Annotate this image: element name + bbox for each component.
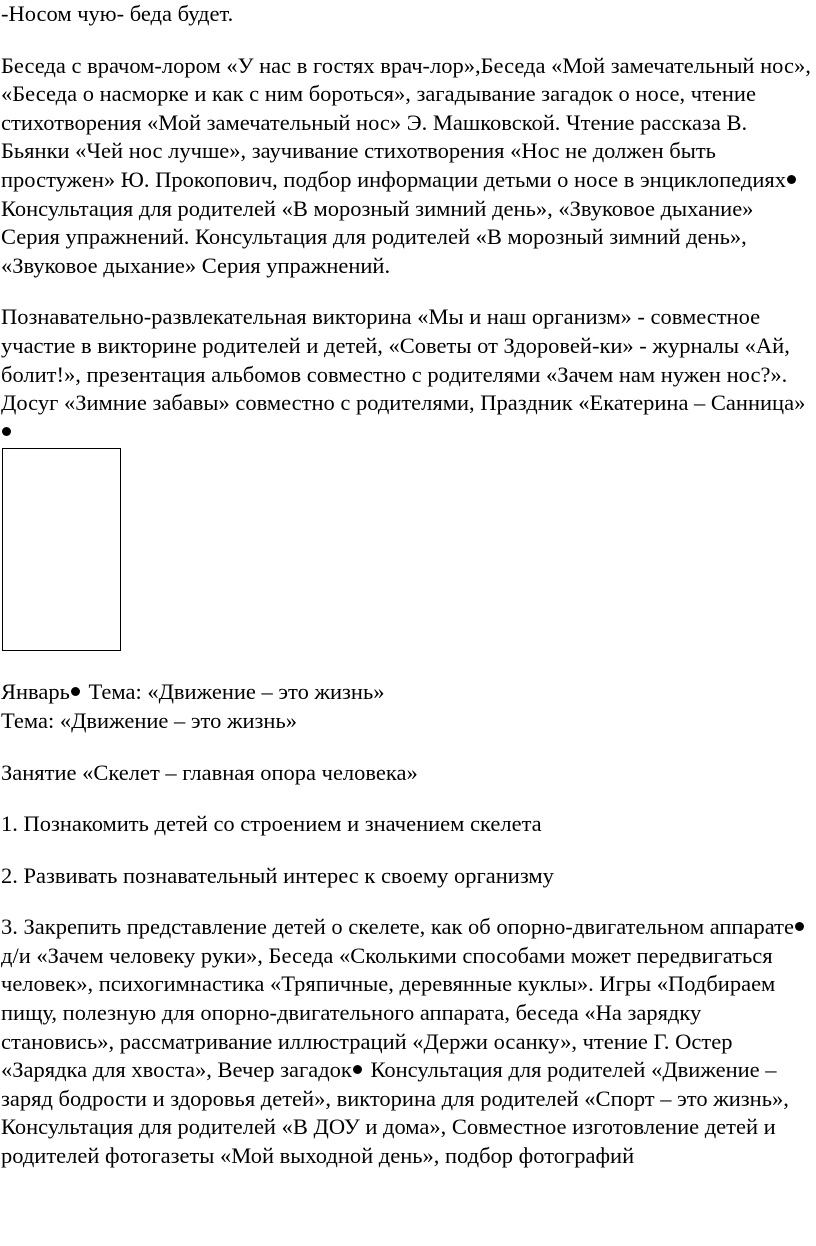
empty-image-frame: [2, 448, 121, 651]
paragraph-quiz-text: Познавательно-развлекательная викторина «Мы и наш организм» - совместное участие в викторине родителей и детей, «Советы от Здоровей-ки» - журналы «Ай, болит!», презентация альбомов совместно с родителями «Зачем нам нужен нос?». Досуг «Зимние забавы» совместно с родителями, Праздник «Екатерина – Санница»: [1, 304, 806, 416]
opening-line: -Носом чую- беда будет.: [1, 1, 234, 26]
goal-item-2: 2. Развивать познавательный интерес к своему организму: [1, 862, 554, 888]
goal-item-3-activities: д/и «Зачем человеку руки», Беседа «Сколькими способами может передвигаться человек», психогимнастика «Тряпичные, деревянные куклы». Игры «Подбираем пищу, полезную для опорно-двигательного аппарата, беседа «На зарядку становись», рассматривание иллюстраций «Держи осанку», чтение Г. Остер «Зарядка для хвоста», Вечер загадок: [1, 942, 776, 1083]
bullet-icon: [353, 1065, 362, 1074]
bullet-icon: [787, 175, 796, 184]
bullet-icon: [71, 687, 80, 696]
lesson-title: Занятие «Скелет – главная опора человека»: [1, 759, 418, 785]
goal-item-3-text: 3. Закрепить представление детей о скелете, как об опорно-двигательном аппарате: [1, 914, 794, 940]
bullet-icon: [2, 427, 11, 436]
theme-text: Тема: «Движение – это жизнь»: [82, 679, 385, 705]
theme-line: Тема: «Движение – это жизнь»: [1, 707, 297, 733]
month-theme-line: [1, 678, 816, 707]
month-label: Январь: [1, 679, 70, 705]
bullet-icon: [795, 922, 804, 931]
goal-item-3: [1, 913, 816, 1170]
paragraph-activities: [1, 52, 816, 281]
paragraph-activities-consultation: Консультация для родителей «В морозный зимний день», «Звуковое дыхание» Серия упражнений. Консультация для родителей «В морозный зимний день», «Звуковое дыхание» Серия упражнений.: [1, 195, 754, 278]
paragraph-activities-text: Беседа с врачом-лором «У нас в гостях врач-лор»,Беседа «Мой замечательный нос», «Беседа о насморке и как с ним бороться», загадывание загадок о носе, чтение стихотворения «Мой замечательный нос» Э. Машковской. Чтение рассказа В. Бьянки «Чей нос лучше», заучивание стихотворения «Нос не должен быть простужен» Ю. Прокопович, подбор информации детьми о носе в энциклопедиях: [1, 52, 811, 192]
goal-item-3-consultation: Консультация для родителей «Движение – заряд бодрости и здоровья детей», викторина для родителей «Спорт – это жизнь», Консультация для родителей «В ДОУ и дома», Совместное изготовление детей и родителей фотогазеты «Мой выходной день», подбор фотографий: [1, 1057, 789, 1169]
goal-item-1: 1. Познакомить детей со строением и значением скелета: [1, 811, 542, 837]
paragraph-quiz: [1, 303, 816, 446]
